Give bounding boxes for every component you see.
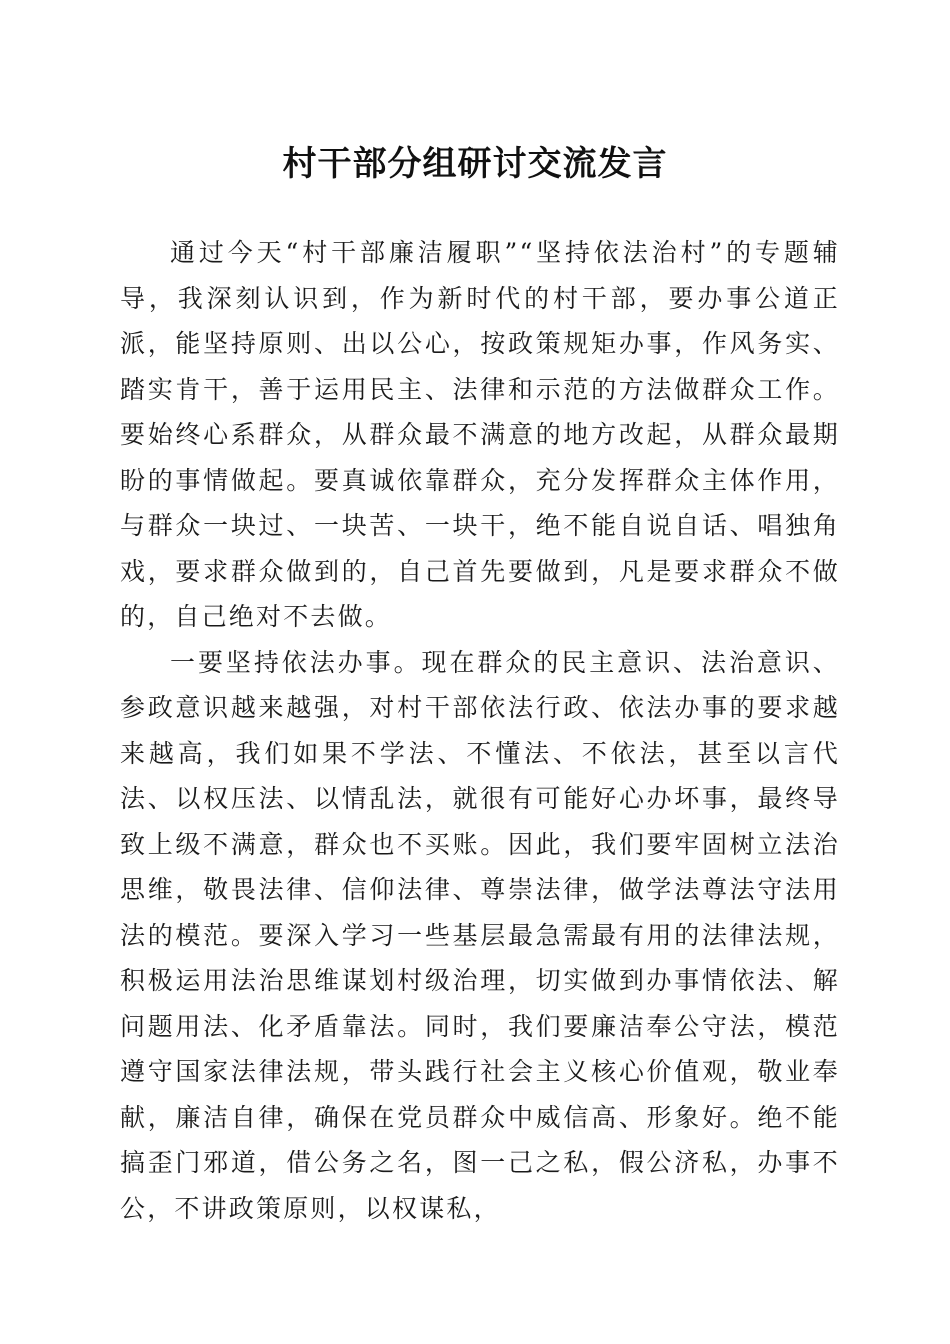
document-body [120,230,840,1231]
document-title: 村干部分组研讨交流发言 [282,144,668,184]
paragraph-intro: 通过今天“村干部廉洁履职”“坚持依法治村”的专题辅导，我深刻认识到，作为新时代的村干部，要办事公道正派，能坚持原则、出以公心，按政策规矩办事，作风务实、踏实肯干，善于运用民主、法律和示范的方法做群众工作。要始终心系群众，从群众最不满意的地方改起，从群众最期盼的事情做起。要真诚依靠群众，充分发挥群众主体作用，与群众一块过、一块苦、一块干，绝不能自说自话、唱独角戏，要求群众做到的，自己首先要做到，凡是要求群众不做的，自己绝对不去做。 [120,238,840,631]
paragraph-rule-of-law: 一要坚持依法办事。现在群众的民主意识、法治意识、参政意识越来越强，对村干部依法行政、依法办事的要求越来越高，我们如果不学法、不懂法、不依法，甚至以言代法、以权压法、以情乱法，就很有可能好心办坏事，最终导致上级不满意，群众也不买账。因此，我们要牢固树立法治思维，敬畏法律、信仰法律、尊崇法律，做学法尊法守法用法的模范。要深入学习一些基层最急需最有用的法律法规，积极运用法治思维谋划村级治理，切实做到办事情依法、解问题用法、化矛盾靠法。同时，我们要廉洁奉公守法，模范遵守国家法律法规，带头践行社会主义核心价值观，敬业奉献，廉洁自律，确保在党员群众中威信高、形象好。绝不能搞歪门邪道，借公务之名，图一己之私，假公济私，办事不公，不讲政策原则，以权谋私， [120,647,840,1223]
